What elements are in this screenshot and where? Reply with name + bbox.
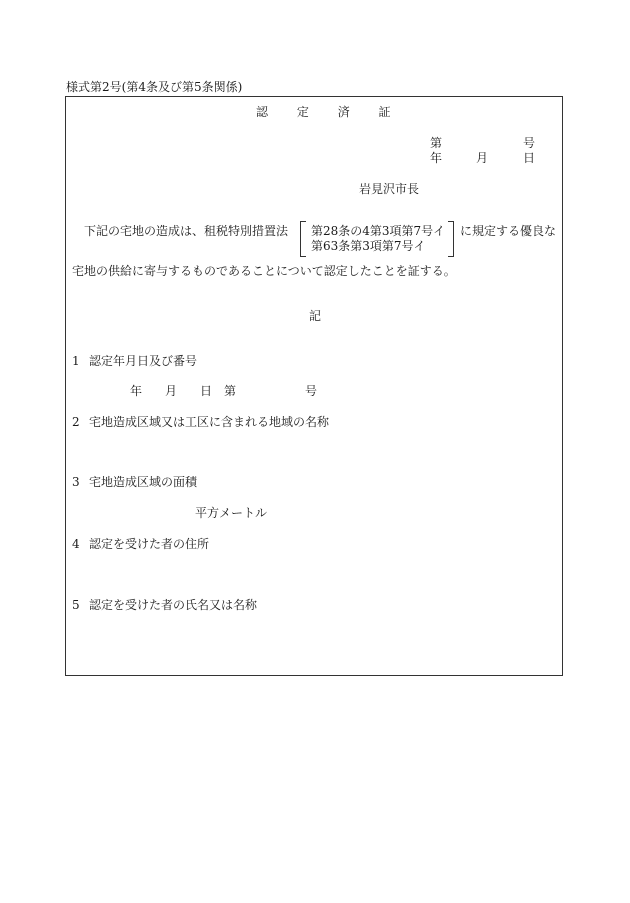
item-1-number-prefix: 第 [224, 384, 237, 398]
cert-number-suffix: 号 [523, 136, 536, 150]
item-4-label: 認定を受けた者の住所 [89, 537, 210, 551]
issuer-name: 岩見沢市長 [359, 182, 420, 196]
item-1-label: 認定年月日及び番号 [89, 354, 198, 368]
law-article-1: 第28条の4第3項第7号イ [311, 224, 446, 238]
body-text-line2: 宅地の供給に寄与するものであることについて認定したことを証する。 [72, 264, 456, 278]
law-article-2: 第63条第3項第7号イ [311, 239, 426, 253]
item-1-day: 日 [200, 384, 213, 398]
item-1-month: 月 [165, 384, 178, 398]
body-text-start: 下記の宅地の造成は、租税特別措置法 [84, 224, 289, 238]
item-3-label: 宅地造成区域の面積 [89, 475, 198, 489]
item-2-label: 宅地造成区域又は工区に含まれる地域の名称 [89, 415, 330, 429]
body-text-end: に規定する優良な [460, 224, 557, 238]
left-bracket [300, 221, 306, 257]
item-1-number: 1 [72, 354, 80, 368]
item-3-number: 3 [72, 475, 80, 489]
title-char-2: 定 [296, 105, 309, 119]
cert-date-day: 日 [523, 151, 536, 165]
certificate-title [256, 105, 391, 119]
title-char-3: 済 [337, 105, 350, 119]
item-2-number: 2 [72, 415, 80, 429]
item-5-label: 認定を受けた者の氏名又は名称 [89, 598, 258, 612]
area-unit: 平方メートル [195, 506, 268, 520]
form-label: 様式第2号(第4条及び第5条関係) [66, 80, 243, 94]
title-char-4: 証 [378, 105, 391, 119]
item-4-number: 4 [72, 537, 80, 551]
item-1-number-suffix: 号 [305, 384, 318, 398]
cert-number-prefix: 第 [430, 136, 443, 150]
cert-date-year: 年 [430, 151, 443, 165]
item-5-number: 5 [72, 598, 80, 612]
item-1-year: 年 [130, 384, 143, 398]
ki-heading: 記 [309, 309, 322, 323]
title-char-1: 認 [256, 105, 269, 119]
cert-date-month: 月 [476, 151, 489, 165]
right-bracket [448, 221, 454, 257]
